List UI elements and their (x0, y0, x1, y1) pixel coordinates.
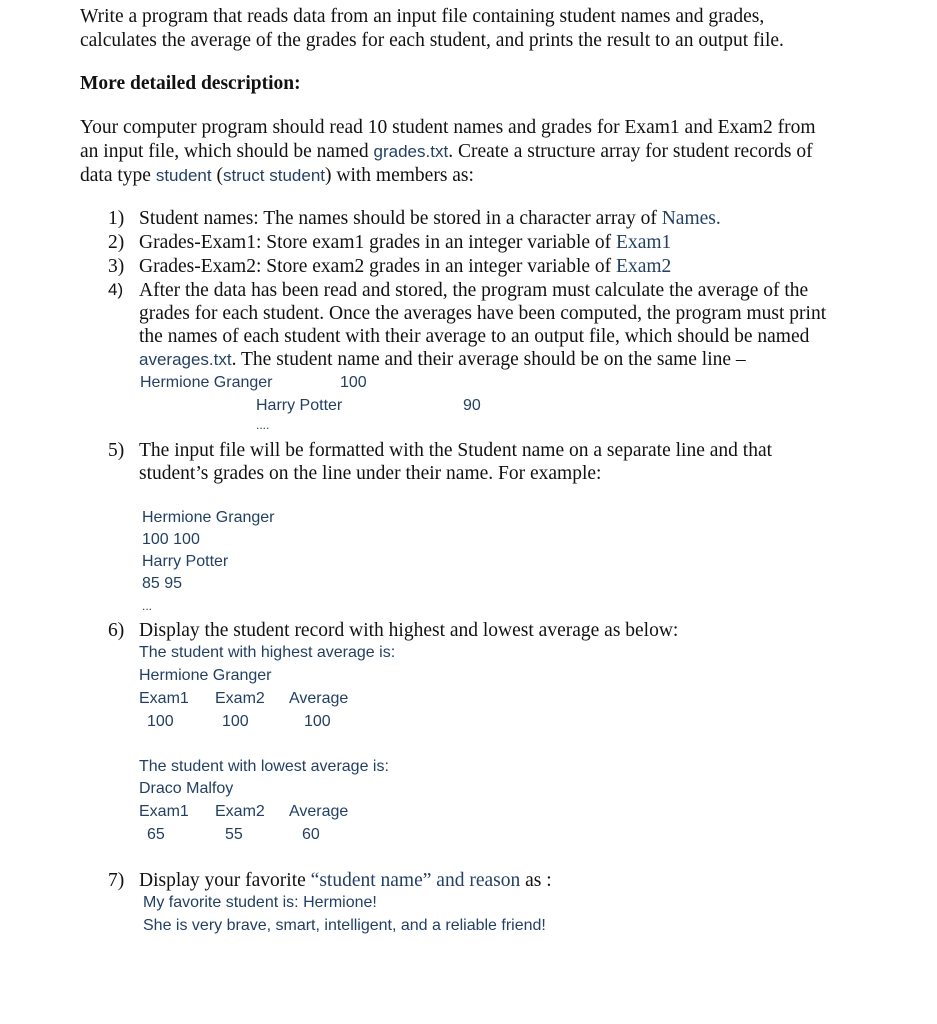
item-4-line-2: grades for each student. Once the averages have been computed, the program must print (139, 303, 827, 324)
lowest-value-exam2: 55 (225, 826, 243, 843)
struct-keyword: struct student (222, 166, 326, 185)
item-2-text: Grades-Exam1: Store exam1 grades in an integer variable of Exam1 (139, 232, 672, 253)
struct-type-name: student (155, 166, 212, 185)
exam1-var: Exam1 (616, 232, 672, 253)
input-example-line: 100 100 (142, 531, 200, 548)
avg-example-value-1: 100 (340, 374, 367, 391)
intro-line-1: Write a program that reads data from an input file containing student names and grades, (80, 6, 765, 27)
favorite-line-2: She is very brave, smart, intelligent, and a reliable friend! (143, 917, 546, 934)
highest-header-exam1: Exam1 (139, 690, 189, 707)
highest-header-exam2: Exam2 (215, 690, 265, 707)
item-4-line-3: the names of each student with their average to an output file, which should be named (139, 326, 810, 347)
item-number: 1) (108, 208, 125, 229)
input-example-ellipsis: ... (142, 599, 153, 613)
lowest-header-average: Average (289, 803, 349, 820)
avg-example-ellipsis: .... (256, 418, 270, 432)
lowest-value-average: 60 (302, 826, 320, 843)
lowest-value-exam1: 65 (147, 826, 165, 843)
item-4-line-1: After the data has been read and stored, the program must calculate the average of the (139, 280, 809, 301)
exam2-var: Exam2 (616, 256, 672, 277)
lowest-title: The student with lowest average is: (139, 758, 389, 775)
names-var: Names. (661, 208, 721, 229)
input-example-line: Hermione Granger (142, 509, 275, 526)
item-1-text: Student names: The names should be stored in a character array of Names. (139, 208, 721, 229)
intro-line-2: calculates the average of the grades for each student, and prints the result to an output file. (80, 30, 784, 51)
item-4-line-4: averages.txt. The student name and their average should be on the same line – (139, 349, 746, 370)
avg-example-name-1: Hermione Granger (140, 374, 273, 391)
item-number: 5) (108, 440, 125, 461)
item-number: 2) (108, 232, 125, 253)
lowest-header-exam2: Exam2 (215, 803, 265, 820)
highest-student-name: Hermione Granger (139, 667, 272, 684)
highest-value-exam1: 100 (147, 713, 174, 730)
item-6-text: Display the student record with highest and lowest average as below: (139, 620, 679, 641)
input-example-line: Harry Potter (142, 553, 229, 570)
highest-value-exam2: 100 (222, 713, 249, 730)
lowest-header-exam1: Exam1 (139, 803, 189, 820)
highest-value-average: 100 (304, 713, 331, 730)
item-number: 7) (108, 870, 125, 891)
para-line-2: an input file, which should be named grades.txt. Create a structure array for student records of (80, 141, 813, 162)
item-5-line-2: student’s grades on the line under their name. For example: (139, 463, 602, 484)
item-number: 6) (108, 620, 125, 641)
avg-example-value-2: 90 (463, 397, 481, 414)
favorite-line-1: My favorite student is: Hermione! (143, 894, 377, 911)
item-number: 4) (108, 280, 124, 299)
grades-file-name: grades.txt (373, 142, 449, 161)
item-number: 3) (108, 256, 125, 277)
para-line-1: Your computer program should read 10 student names and grades for Exam1 and Exam2 from (80, 117, 816, 138)
item-7-text: Display your favorite “student name” and reason as : (139, 870, 552, 891)
lowest-student-name: Draco Malfoy (139, 780, 234, 797)
para-line-3: data type student (struct student) with members as: (80, 165, 474, 186)
avg-example-name-2: Harry Potter (256, 397, 343, 414)
highest-header-average: Average (289, 690, 349, 707)
item-3-text: Grades-Exam2: Store exam2 grades in an integer variable of Exam2 (139, 256, 672, 277)
item-5-line-1: The input file will be formatted with the Student name on a separate line and that (139, 440, 773, 461)
highest-title: The student with highest average is: (139, 644, 396, 661)
section-heading: More detailed description: (80, 73, 301, 94)
averages-file-name: averages.txt (139, 350, 232, 369)
student-name-quote: “student name” and reason (310, 870, 521, 891)
input-example-line: 85 95 (142, 575, 183, 592)
